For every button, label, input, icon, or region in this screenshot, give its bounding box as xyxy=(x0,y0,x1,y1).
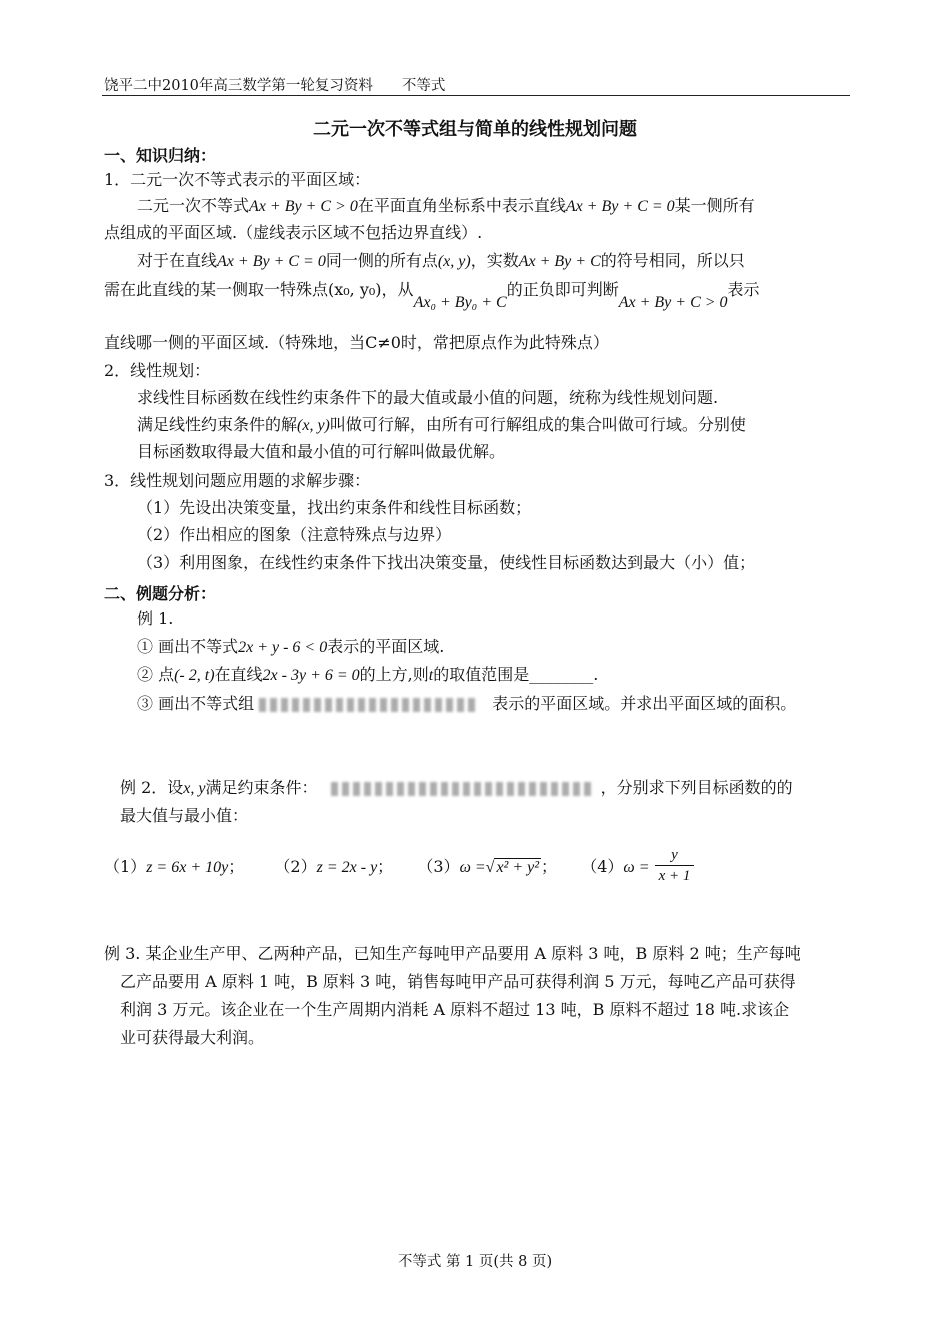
paragraph-1-line-2: 点组成的平面区域.（虚线表示区域不包括边界直线）. xyxy=(104,223,483,242)
document-title: 二元一次不等式组与简单的线性规划问题 xyxy=(313,119,637,140)
objective-4-fraction: $\frac{y}{x + 1}$ xyxy=(655,845,695,886)
section-1-heading: 一、知识归纳： xyxy=(104,146,217,165)
example-3-line-2: 乙产品要用 A 原料 1 吨，B 原料 3 吨，销售每吨甲产品可获得利润 5 万元，每吨乙产品可获得 xyxy=(120,972,796,991)
objective-2: z = 2x - y xyxy=(316,859,378,876)
blurred-formula xyxy=(331,782,593,796)
constraint-system-image xyxy=(331,779,601,799)
item-2-label: 2．线性规划： xyxy=(104,361,211,380)
example-3-line-3: 利润 3 万元。该企业在一个生产周期内消耗 A 原料不超过 13 吨，B 原料不超过 18 吨.求该企 xyxy=(120,1000,790,1019)
example-1-label: 例 1. xyxy=(137,609,174,628)
paragraph-2-line-3: 直线哪一侧的平面区域.（特殊地，当C≠0时，常把原点作为此特殊点） xyxy=(104,333,609,352)
step-1: （1）先设出决策变量，找出约束条件和线性目标函数； xyxy=(137,498,532,517)
example-2-line-2: 最大值与最小值： xyxy=(120,806,249,825)
item-3-label: 3．线性规划问题应用题的求解步骤： xyxy=(104,471,371,490)
objective-1: z = 6x + 10y xyxy=(146,859,229,876)
sqrt-sign: √ xyxy=(485,859,495,876)
step-3: （3）利用图象，在线性约束条件下找出决策变量，使线性目标函数达到最大（小）值； xyxy=(137,553,756,572)
page-footer: 不等式 第 1 页(共 8 页) xyxy=(397,1254,553,1270)
example-3-line-4: 业可获得最大利润。 xyxy=(120,1028,265,1047)
objective-3-radicand: x² + y² xyxy=(496,859,540,876)
section-2-heading: 二、例题分析： xyxy=(104,584,217,603)
paragraph-2-line-2: 需在此直线的某一侧取一特殊点(x₀, y₀)，从Ax₀ + By₀ + C的正负即可判断Ax + By + C > 0表示 xyxy=(104,280,760,311)
example-1-question-3: ③ 画出不等式组 表示的平面区域。并求出平面区域的面积。 xyxy=(137,694,797,713)
inequality-system-image xyxy=(259,695,487,715)
step-2: （2）作出相应的图象（注意特殊点与边界） xyxy=(137,525,452,544)
page-header: 饶平二中2010年高三数学第一轮复习资料 不等式 xyxy=(104,78,446,94)
math-expr: Ax + By + C > 0 xyxy=(249,198,358,215)
item-2-paragraph-2: 满足线性约束条件的解(x, y)叫做可行解，由所有可行解组成的集合叫做可行域。分别使 xyxy=(137,415,746,434)
item-1-label: 1．二元一次不等式表示的平面区域： xyxy=(104,170,371,189)
paragraph-1-line-1: 二元一次不等式Ax + By + C > 0在平面直角坐标系中表示直线Ax + By + C = 0某一侧所有 xyxy=(137,196,755,215)
example-1-question-2: ② 点(- 2, t)在直线2x - 3y + 6 = 0的上方,则t的取值范围是________. xyxy=(137,665,599,684)
item-2-paragraph-3: 目标函数取得最大值和最小值的可行解叫做最优解。 xyxy=(137,442,506,461)
example-2-objectives: （1）z = 6x + 10y； （2）z = 2x - y； （3）ω =√ x² + y² ； （4）ω = $\frac{y}{x + 1}$ xyxy=(104,847,694,888)
example-3-line-1: 例 3. 某企业生产甲、乙两种产品，已知生产每吨甲产品要用 A 原料 3 吨，B 原料 2 吨；生产每吨 xyxy=(104,944,801,963)
example-2-line-1: 例 2．设x, y满足约束条件： ，分别求下列目标函数的的 xyxy=(120,778,793,797)
blurred-formula xyxy=(259,698,479,712)
math-expr: Ax + By + C = 0 xyxy=(565,198,675,215)
item-2-paragraph-1: 求线性目标函数在线性约束条件下的最大值或最小值的问题，统称为线性规划问题. xyxy=(137,388,719,407)
header-rule xyxy=(102,95,850,96)
example-1-question-1: ① 画出不等式2x + y - 6 < 0表示的平面区域. xyxy=(137,637,445,656)
paragraph-2-line-1: 对于在直线Ax + By + C = 0同一侧的所有点(x, y)，实数Ax + By + C的符号相同，所以只 xyxy=(137,251,745,270)
